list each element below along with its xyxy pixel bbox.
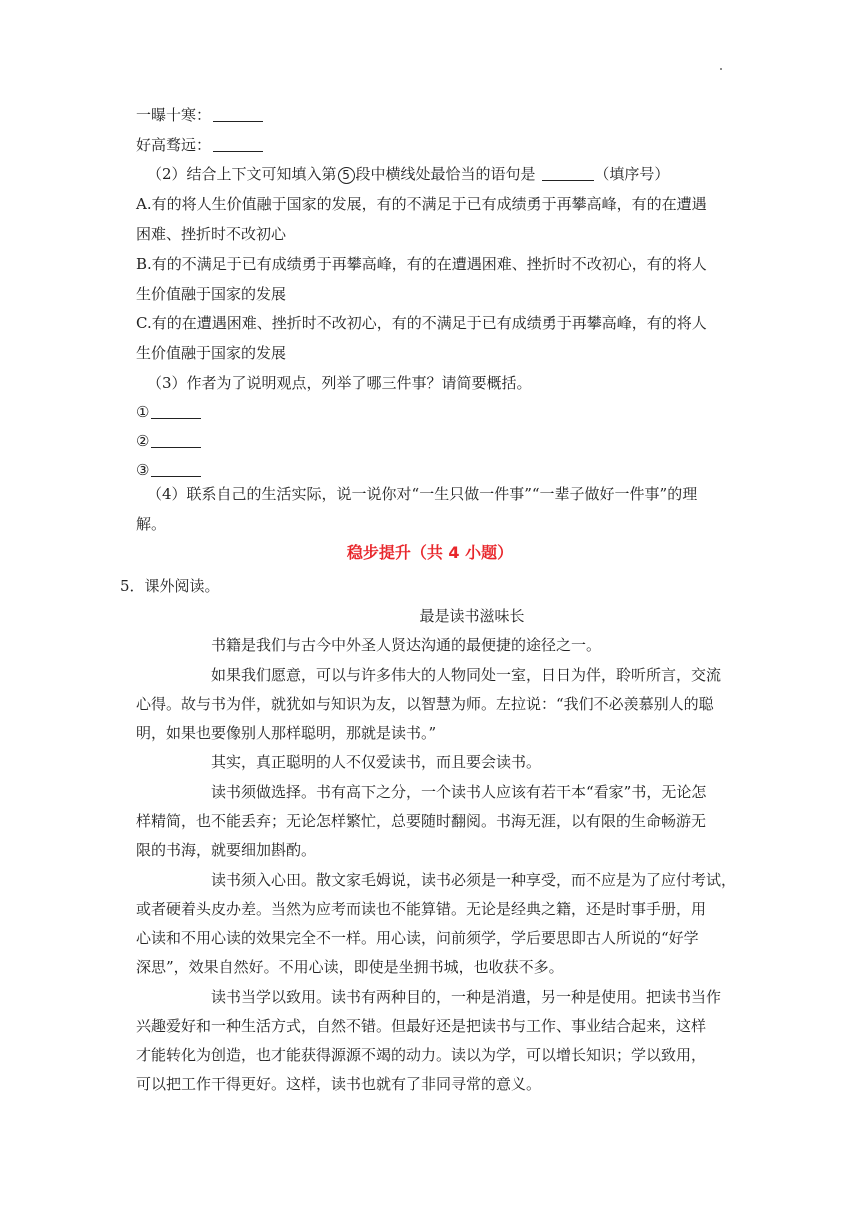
paragraph-2-line-2: 心得。故与书为伴，就犹如与知识为友，以智慧为师。左拉说：“我们不必羡慕别人的聪 [136,695,714,713]
question-4-line-1: （4）联系自己的生活实际，说一说你对“一生只做一件事”“一辈子做好一件事”的理 [147,485,698,503]
answer-blank[interactable] [151,433,201,448]
answer-blank[interactable] [542,166,594,181]
paragraph-5-line-2: 或者硬着头皮办差。当然为应考而读也不能算错。无论是经典之籍，还是时事手册，用 [136,900,707,918]
answer-item-1: ① [136,402,201,422]
question-5-label: 5．课外阅读。 [120,577,220,595]
paragraph-6-line-2: 兴趣爱好和一种生活方式，自然不错。但最好还是把读书与工作、事业结合起来，这样 [136,1017,707,1035]
answer-item-3: ③ [136,460,201,480]
idiom-line-1: 一曝十寒： [136,105,263,125]
paragraph-3: 其实，真正聪明的人不仅爱读书，而且要会读书。 [211,753,542,771]
answer-blank[interactable] [151,404,201,419]
page-mark [720,68,722,70]
question-2: （2）结合上下文可知填入第 5 段中横线处最恰当的语句是 （填序号） [147,165,670,183]
paragraph-6-line-4: 可以把工作干得更好。这样，读书也就有了非同寻常的意义。 [136,1075,542,1093]
paragraph-4-line-1: 读书须做选择。书有高下之分，一个读书人应该有若干本“看家”书，无论怎 [211,783,707,801]
paragraph-5-line-3: 心读和不用心读的效果完全不一样。用心读，问前须学，学后要思即古人所说的“好学 [136,929,699,947]
option-c-line-1: C.有的在遭遇困难、挫折时不改初心，有的不满足于已有成绩勇于再攀高峰，有的将人 [136,314,707,332]
option-a-line-1: A.有的将人生价值融于国家的发展，有的不满足于已有成绩勇于再攀高峰，有的在遭遇 [136,195,707,213]
question-4-line-2: 解。 [136,515,167,533]
paragraph-2-line-1: 如果我们愿意，可以与许多伟大的人物同处一室，日日为伴，聆听所言，交流 [211,666,722,684]
paragraph-1: 书籍是我们与古今中外圣人贤达沟通的最便捷的途径之一。 [211,636,602,654]
paragraph-5-line-1: 读书须入心田。散文家毛姆说，读书必须是一种享受，而不应是为了应付考试， [211,871,737,889]
option-c-line-2: 生价值融于国家的发展 [136,344,287,362]
paragraph-4-line-2: 样精简，也不能丢弃；无论怎样繁忙，总要随时翻阅。书海无涯，以有限的生命畅游无 [136,812,707,830]
paragraph-4-line-3: 限的书海，就要细加斟酌。 [136,841,317,859]
answer-blank[interactable] [213,137,263,152]
answer-blank[interactable] [213,107,263,122]
paragraph-6-line-3: 才能转化为创造，也才能获得源源不竭的动力。读以为学，可以增长知识；学以致用， [136,1046,707,1064]
paragraph-6-line-1: 读书当学以致用。读书有两种目的，一种是消遣，另一种是使用。把读书当作 [211,988,722,1006]
idiom-line-2: 好高骛远： [136,135,263,155]
option-a-line-2: 困难、挫折时不改初心 [136,225,287,243]
option-b-line-1: B.有的不满足于已有成绩勇于再攀高峰，有的在遭遇困难、挫折时不改初心，有的将人 [136,255,707,273]
answer-item-2: ② [136,431,201,451]
paragraph-2-line-3: 明，如果也要像别人那样聪明，那就是读书。” [136,724,437,742]
section-heading: 稳步提升（共 4 小题） [346,543,514,562]
circled-number-5: 5 [338,167,355,184]
paragraph-5-line-4: 深思”，效果自然好。不用心读，即使是坐拥书城，也收获不多。 [136,958,564,976]
option-b-line-2: 生价值融于国家的发展 [136,285,287,303]
article-title: 最是读书滋味长 [419,607,525,625]
answer-blank[interactable] [151,462,201,477]
question-3: （3）作者为了说明观点，列举了哪三件事？请简要概括。 [147,374,532,392]
